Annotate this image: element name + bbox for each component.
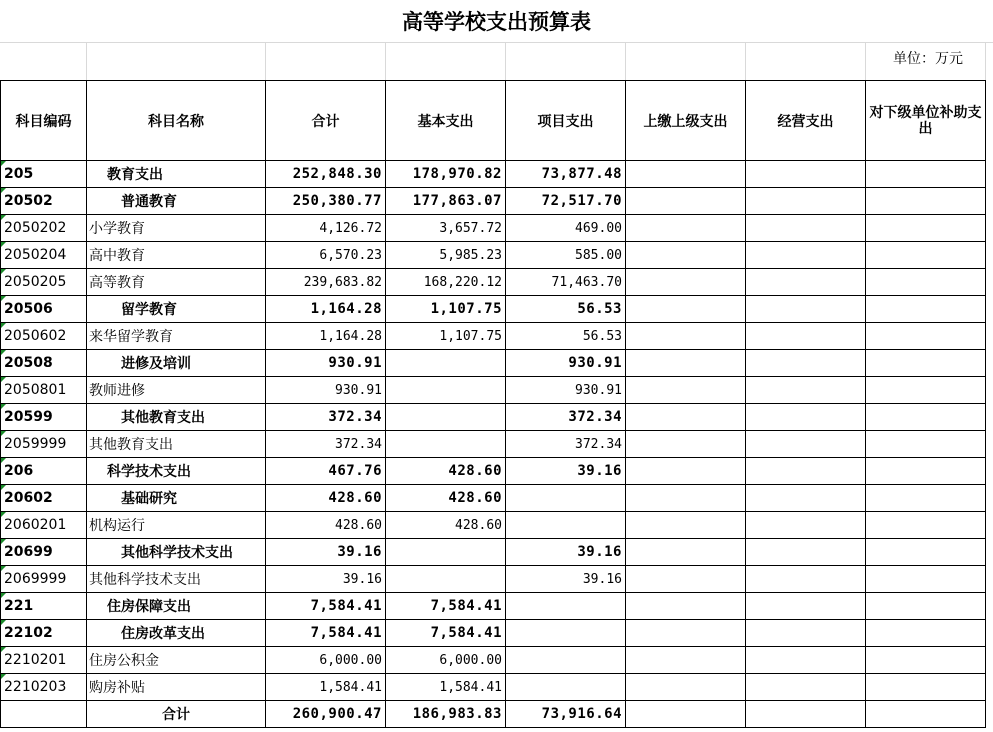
- cell-basic[interactable]: 1,584.41: [386, 674, 506, 701]
- table-row: [1, 647, 986, 674]
- cell-upper[interactable]: [626, 161, 746, 188]
- cell-project[interactable]: 585.00: [506, 242, 626, 269]
- cell-code[interactable]: 2210201: [1, 647, 87, 674]
- cell-basic[interactable]: [386, 350, 506, 377]
- cell-subsidy[interactable]: [866, 323, 986, 350]
- cell-basic[interactable]: 7,584.41: [386, 620, 506, 647]
- cell-upper[interactable]: [626, 566, 746, 593]
- cell-subsidy[interactable]: [866, 701, 986, 728]
- table-row: [1, 620, 986, 647]
- header-cell-project[interactable]: 项目支出: [506, 81, 626, 161]
- cell-basic[interactable]: 168,220.12: [386, 269, 506, 296]
- cell-total[interactable]: 239,683.82: [266, 269, 386, 296]
- cell-basic[interactable]: 428.60: [386, 485, 506, 512]
- cell-business[interactable]: [746, 269, 866, 296]
- table-row: [1, 323, 986, 350]
- cell-business[interactable]: [746, 674, 866, 701]
- cell-basic[interactable]: 428.60: [386, 512, 506, 539]
- cell-name[interactable]: 住房改革支出: [87, 620, 266, 647]
- grid-line: [745, 42, 746, 80]
- table-title: 高等学校支出预算表: [402, 9, 591, 34]
- cell-subsidy[interactable]: [866, 188, 986, 215]
- cell-project[interactable]: 73,877.48: [506, 161, 626, 188]
- cell-name[interactable]: 科学技术支出: [87, 458, 266, 485]
- cell-business[interactable]: [746, 701, 866, 728]
- cell-project[interactable]: [506, 674, 626, 701]
- cell-subsidy[interactable]: [866, 296, 986, 323]
- table-body: [1, 161, 986, 728]
- grid-line: [505, 42, 506, 80]
- cell-upper[interactable]: [626, 701, 746, 728]
- cell-subsidy[interactable]: [866, 647, 986, 674]
- cell-project[interactable]: [506, 593, 626, 620]
- cell-project[interactable]: 469.00: [506, 215, 626, 242]
- cell-business[interactable]: [746, 161, 866, 188]
- cell-upper[interactable]: [626, 431, 746, 458]
- cell-basic[interactable]: [386, 404, 506, 431]
- cell-upper[interactable]: [626, 485, 746, 512]
- cell-total[interactable]: 1,584.41: [266, 674, 386, 701]
- cell-total[interactable]: 250,380.77: [266, 188, 386, 215]
- table-row: [1, 161, 986, 188]
- cell-name[interactable]: 来华留学教育: [87, 323, 266, 350]
- header-cell-code[interactable]: 科目编码: [1, 81, 87, 161]
- cell-upper[interactable]: [626, 593, 746, 620]
- cell-basic[interactable]: [386, 377, 506, 404]
- cell-code[interactable]: 2050602: [1, 323, 87, 350]
- cell-code[interactable]: [1, 701, 87, 728]
- header-cell-business[interactable]: 经营支出: [746, 81, 866, 161]
- table-row: [1, 566, 986, 593]
- table-row: [1, 215, 986, 242]
- total-row: [1, 701, 986, 728]
- cell-name[interactable]: 教育支出: [87, 161, 266, 188]
- cell-subsidy[interactable]: [866, 620, 986, 647]
- cell-code[interactable]: 221: [1, 593, 87, 620]
- cell-total[interactable]: 372.34: [266, 431, 386, 458]
- cell-upper[interactable]: [626, 269, 746, 296]
- cell-code[interactable]: 206: [1, 458, 87, 485]
- cell-basic[interactable]: 1,107.75: [386, 323, 506, 350]
- cell-business[interactable]: [746, 188, 866, 215]
- cell-business[interactable]: [746, 647, 866, 674]
- cell-name[interactable]: 留学教育: [87, 296, 266, 323]
- cell-total[interactable]: 6,570.23: [266, 242, 386, 269]
- cell-project[interactable]: 372.34: [506, 404, 626, 431]
- cell-upper[interactable]: [626, 620, 746, 647]
- cell-basic[interactable]: 177,863.07: [386, 188, 506, 215]
- cell-total[interactable]: 7,584.41: [266, 620, 386, 647]
- cell-name[interactable]: 小学教育: [87, 215, 266, 242]
- cell-upper[interactable]: [626, 215, 746, 242]
- cell-project[interactable]: 39.16: [506, 566, 626, 593]
- cell-business[interactable]: [746, 242, 866, 269]
- cell-subsidy[interactable]: [866, 161, 986, 188]
- cell-code[interactable]: 20599: [1, 404, 87, 431]
- table-row: [1, 269, 986, 296]
- cell-business[interactable]: [746, 350, 866, 377]
- cell-project[interactable]: 39.16: [506, 539, 626, 566]
- grid-line: [625, 42, 626, 80]
- cell-project[interactable]: 72,517.70: [506, 188, 626, 215]
- cell-subsidy[interactable]: [866, 566, 986, 593]
- cell-basic[interactable]: 428.60: [386, 458, 506, 485]
- cell-business[interactable]: [746, 539, 866, 566]
- cell-total[interactable]: 7,584.41: [266, 593, 386, 620]
- cell-code[interactable]: 2059999: [1, 431, 87, 458]
- grid-line: [385, 42, 386, 80]
- cell-project[interactable]: 372.34: [506, 431, 626, 458]
- table-row: [1, 404, 986, 431]
- cell-upper[interactable]: [626, 647, 746, 674]
- cell-upper[interactable]: [626, 296, 746, 323]
- header-row: [1, 81, 986, 161]
- cell-upper[interactable]: [626, 539, 746, 566]
- cell-total[interactable]: 428.60: [266, 512, 386, 539]
- cell-business[interactable]: [746, 404, 866, 431]
- cell-project[interactable]: 56.53: [506, 296, 626, 323]
- cell-total[interactable]: 428.60: [266, 485, 386, 512]
- cell-code[interactable]: 2050801: [1, 377, 87, 404]
- cell-name[interactable]: 住房保障支出: [87, 593, 266, 620]
- cell-name[interactable]: 购房补贴: [87, 674, 266, 701]
- cell-total[interactable]: 930.91: [266, 377, 386, 404]
- cell-total[interactable]: 39.16: [266, 539, 386, 566]
- cell-subsidy[interactable]: [866, 242, 986, 269]
- cell-upper[interactable]: [626, 674, 746, 701]
- cell-subsidy[interactable]: [866, 269, 986, 296]
- grid-line: [865, 42, 866, 80]
- cell-basic[interactable]: 1,107.75: [386, 296, 506, 323]
- cell-basic[interactable]: [386, 431, 506, 458]
- cell-subsidy[interactable]: [866, 215, 986, 242]
- table-row: [1, 458, 986, 485]
- cell-name[interactable]: 高中教育: [87, 242, 266, 269]
- cell-code[interactable]: 2069999: [1, 566, 87, 593]
- table-row: [1, 485, 986, 512]
- budget-table: [0, 80, 986, 728]
- cell-code[interactable]: 2050202: [1, 215, 87, 242]
- cell-code[interactable]: 2050205: [1, 269, 87, 296]
- header-cell-name[interactable]: 科目名称: [87, 81, 266, 161]
- cell-basic[interactable]: [386, 566, 506, 593]
- cell-code[interactable]: 20699: [1, 539, 87, 566]
- cell-total[interactable]: 252,848.30: [266, 161, 386, 188]
- cell-basic[interactable]: 3,657.72: [386, 215, 506, 242]
- table-row: [1, 296, 986, 323]
- cell-business[interactable]: [746, 566, 866, 593]
- cell-project[interactable]: [506, 485, 626, 512]
- cell-total[interactable]: 930.91: [266, 350, 386, 377]
- cell-name[interactable]: 高等教育: [87, 269, 266, 296]
- cell-business[interactable]: [746, 215, 866, 242]
- cell-subsidy[interactable]: [866, 377, 986, 404]
- cell-code[interactable]: 2050204: [1, 242, 87, 269]
- table-row: [1, 377, 986, 404]
- cell-name[interactable]: 其他教育支出: [87, 404, 266, 431]
- table-row: [1, 350, 986, 377]
- table-row: [1, 674, 986, 701]
- cell-subsidy[interactable]: [866, 593, 986, 620]
- cell-total[interactable]: 467.76: [266, 458, 386, 485]
- table-row: [1, 593, 986, 620]
- grid-line: [86, 42, 87, 80]
- total-label[interactable]: 合计: [87, 701, 266, 728]
- cell-basic[interactable]: 6,000.00: [386, 647, 506, 674]
- cell-subsidy[interactable]: [866, 431, 986, 458]
- cell-business[interactable]: [746, 323, 866, 350]
- cell-subsidy[interactable]: [866, 485, 986, 512]
- header-cell-basic[interactable]: 基本支出: [386, 81, 506, 161]
- cell-business[interactable]: [746, 620, 866, 647]
- cell-code[interactable]: 205: [1, 161, 87, 188]
- cell-upper[interactable]: [626, 350, 746, 377]
- cell-total[interactable]: 1,164.28: [266, 296, 386, 323]
- cell-upper[interactable]: [626, 512, 746, 539]
- cell-name[interactable]: 教师进修: [87, 377, 266, 404]
- grid-line: [0, 42, 993, 43]
- cell-project[interactable]: [506, 512, 626, 539]
- cell-upper[interactable]: [626, 188, 746, 215]
- cell-code[interactable]: 20502: [1, 188, 87, 215]
- cell-code[interactable]: 20508: [1, 350, 87, 377]
- cell-project[interactable]: 39.16: [506, 458, 626, 485]
- cell-basic[interactable]: 178,970.82: [386, 161, 506, 188]
- cell-subsidy[interactable]: [866, 674, 986, 701]
- unit-label: 单位：万元: [893, 51, 963, 67]
- cell-upper[interactable]: [626, 242, 746, 269]
- cell-name[interactable]: 其他教育支出: [87, 431, 266, 458]
- cell-business[interactable]: [746, 458, 866, 485]
- cell-project[interactable]: [506, 647, 626, 674]
- cell-business[interactable]: [746, 377, 866, 404]
- cell-basic[interactable]: 5,985.23: [386, 242, 506, 269]
- cell-business[interactable]: [746, 296, 866, 323]
- cell-code[interactable]: 2060201: [1, 512, 87, 539]
- cell-project[interactable]: [506, 620, 626, 647]
- cell-code[interactable]: 20602: [1, 485, 87, 512]
- cell-upper[interactable]: [626, 458, 746, 485]
- cell-code[interactable]: 2210203: [1, 674, 87, 701]
- table-row: [1, 512, 986, 539]
- table-row: [1, 539, 986, 566]
- cell-total[interactable]: 4,126.72: [266, 215, 386, 242]
- cell-upper[interactable]: [626, 323, 746, 350]
- cell-upper[interactable]: [626, 404, 746, 431]
- cell-basic[interactable]: [386, 539, 506, 566]
- grid-line: [265, 42, 266, 80]
- total-project[interactable]: 73,916.64: [506, 701, 626, 728]
- cell-upper[interactable]: [626, 377, 746, 404]
- grid-line: [985, 42, 986, 80]
- cell-project[interactable]: 930.91: [506, 377, 626, 404]
- cell-name[interactable]: 机构运行: [87, 512, 266, 539]
- cell-subsidy[interactable]: [866, 512, 986, 539]
- header-cell-total[interactable]: 合计: [266, 81, 386, 161]
- cell-business[interactable]: [746, 512, 866, 539]
- cell-subsidy[interactable]: [866, 350, 986, 377]
- cell-code[interactable]: 22102: [1, 620, 87, 647]
- cell-subsidy[interactable]: [866, 458, 986, 485]
- cell-total[interactable]: 372.34: [266, 404, 386, 431]
- header-cell-upper[interactable]: 上缴上级支出: [626, 81, 746, 161]
- cell-project[interactable]: 71,463.70: [506, 269, 626, 296]
- cell-name[interactable]: 其他科学技术支出: [87, 539, 266, 566]
- cell-name[interactable]: 住房公积金: [87, 647, 266, 674]
- cell-total[interactable]: 1,164.28: [266, 323, 386, 350]
- cell-project[interactable]: 56.53: [506, 323, 626, 350]
- cell-basic[interactable]: 7,584.41: [386, 593, 506, 620]
- table-row: [1, 431, 986, 458]
- table-row: [1, 188, 986, 215]
- cell-business[interactable]: [746, 485, 866, 512]
- cell-name[interactable]: 进修及培训: [87, 350, 266, 377]
- cell-business[interactable]: [746, 593, 866, 620]
- table-row: [1, 242, 986, 269]
- cell-name[interactable]: 普通教育: [87, 188, 266, 215]
- total-basic[interactable]: 186,983.83: [386, 701, 506, 728]
- cell-subsidy[interactable]: [866, 539, 986, 566]
- cell-total[interactable]: 39.16: [266, 566, 386, 593]
- cell-name[interactable]: 其他科学技术支出: [87, 566, 266, 593]
- cell-project[interactable]: 930.91: [506, 350, 626, 377]
- cell-business[interactable]: [746, 431, 866, 458]
- header-cell-subsidy[interactable]: 对下级单位补助支出: [866, 81, 986, 161]
- total-sum[interactable]: 260,900.47: [266, 701, 386, 728]
- cell-name[interactable]: 基础研究: [87, 485, 266, 512]
- cell-subsidy[interactable]: [866, 404, 986, 431]
- cell-total[interactable]: 6,000.00: [266, 647, 386, 674]
- cell-code[interactable]: 20506: [1, 296, 87, 323]
